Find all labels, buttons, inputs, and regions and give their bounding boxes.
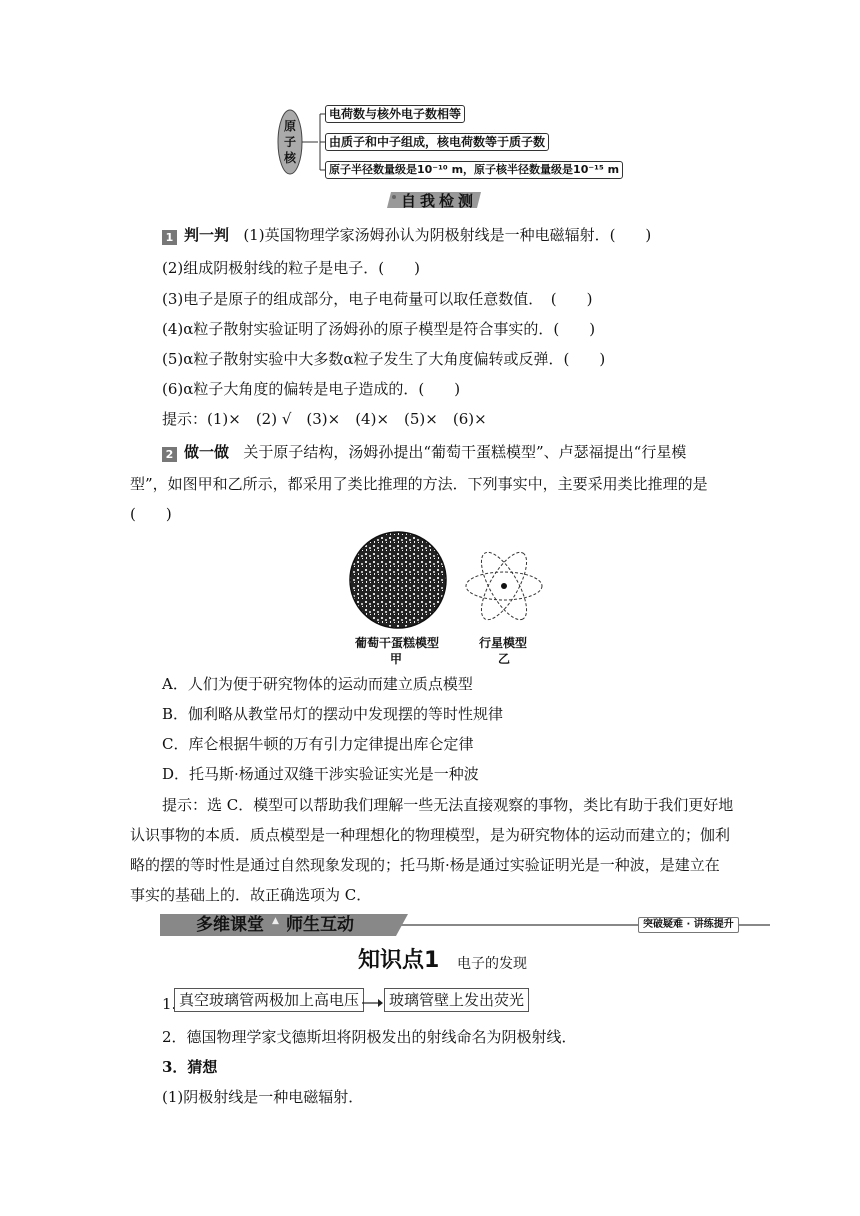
- point-3-1: (1)阴极射线是一种电磁辐射．: [162, 1088, 364, 1106]
- judge-item-6: (6)α粒子大角度的偏转是电子造成的．( ): [162, 380, 461, 398]
- doit-text-1: 关于原子结构，汤姆孙提出“葡萄干蛋糕模型”、卢瑟福提出“行星模: [243, 443, 687, 461]
- judge-item-3: (3)电子是原子的组成部分，电子电荷量可以取任意数值． ( ): [162, 290, 593, 308]
- banner-right: 师生互动: [286, 915, 354, 935]
- doit-text-2: 型”，如图甲和乙所示，都采用了类比推理的方法．下列事实中，主要采用类比推理的是: [130, 475, 708, 493]
- judge-label: 判一判: [184, 226, 230, 244]
- option-d: D．托马斯·杨通过双缝干涉实验证实光是一种波: [162, 765, 479, 783]
- banner-tag: 突破疑难 · 讲练提升: [638, 917, 739, 933]
- fig1-sub: 甲: [390, 652, 403, 666]
- judge-item-1: (1)英国物理学家汤姆孙认为阴极射线是一种电磁辐射．( ): [243, 226, 652, 244]
- doit-label: 做一做: [184, 443, 230, 461]
- point-2: 2．德国物理学家戈德斯坦将阴极发出的射线命名为阴极射线．: [162, 1028, 577, 1046]
- planetary-model-figure: [462, 538, 546, 634]
- point-3: 3．猜想: [162, 1058, 218, 1076]
- section-banner: [160, 914, 770, 936]
- knowledge-sub: 电子的发现: [457, 956, 527, 972]
- option-c: C．库仑根据牛顿的万有引力定律提出库仑定律: [162, 735, 474, 753]
- doit-hint-4: 事实的基础上的．故正确选项为 C．: [130, 886, 372, 904]
- doit-text-3: ( ): [130, 505, 172, 523]
- self-check-title: 自我检测: [401, 192, 478, 210]
- self-check-header: [385, 189, 485, 211]
- plum-pudding-figure: [348, 528, 448, 633]
- doit-number: 2: [162, 447, 177, 462]
- doit-hint-3: 略的摆的等时性是通过自然现象发现的；托马斯·杨是通过实验证明光是一种波，是建立在: [130, 856, 720, 874]
- flow-arrow-icon: [360, 996, 384, 1010]
- fig2-sub: 乙: [498, 652, 511, 666]
- judge-item-5: (5)α粒子散射实验中大多数α粒子发生了大角度偏转或反弹．( ): [162, 350, 606, 368]
- judge-number: 1: [162, 230, 177, 245]
- fig2-label: 行星模型: [479, 636, 528, 650]
- nucleus-item-3: 原子半径数量级是10⁻¹⁰ m，原子核半径数量级是10⁻¹⁵ m: [325, 161, 623, 179]
- doit-hint-1: 提示：选 C．模型可以帮助我们理解一些无法直接观察的事物，类比有助于我们更好地: [162, 796, 734, 814]
- flow-box-1: 真空玻璃管两极加上高电压: [174, 988, 364, 1012]
- judge-item-4: (4)α粒子散射实验证明了汤姆孙的原子模型是符合事实的．( ): [162, 320, 596, 338]
- judge-hint: 提示：(1)× (2) √ (3)× (4)× (5)× (6)×: [162, 410, 487, 428]
- banner-left: 多维课堂: [196, 915, 264, 935]
- nucleus-item-2: 由质子和中子组成，核电荷数等于质子数: [325, 133, 549, 151]
- option-a: A．人们为便于研究物体的运动而建立质点模型: [162, 675, 473, 693]
- option-b: B．伽利略从教堂吊灯的摆动中发现摆的等时性规律: [162, 705, 504, 723]
- knowledge-title: 知识点1: [358, 948, 440, 973]
- nucleus-label: 原 子 核: [283, 119, 296, 165]
- flow-box-2: 玻璃管壁上发出荧光: [384, 988, 529, 1012]
- judge-line-1: [162, 224, 651, 246]
- fig1-label: 葡萄干蛋糕模型: [355, 636, 440, 650]
- judge-item-2: (2)组成阴极射线的粒子是电子．( ): [162, 259, 420, 277]
- nucleus-item-1: 电荷数与核外电子数相等: [325, 105, 465, 123]
- banner-triangle-icon: ▲: [272, 916, 279, 926]
- flow-number: 1.: [162, 995, 177, 1013]
- doit-hint-2: 认识事物的本质．质点模型是一种理想化的物理模型，是为研究物体的运动而建立的；伽利: [130, 826, 731, 844]
- doit-line-1: [162, 441, 686, 463]
